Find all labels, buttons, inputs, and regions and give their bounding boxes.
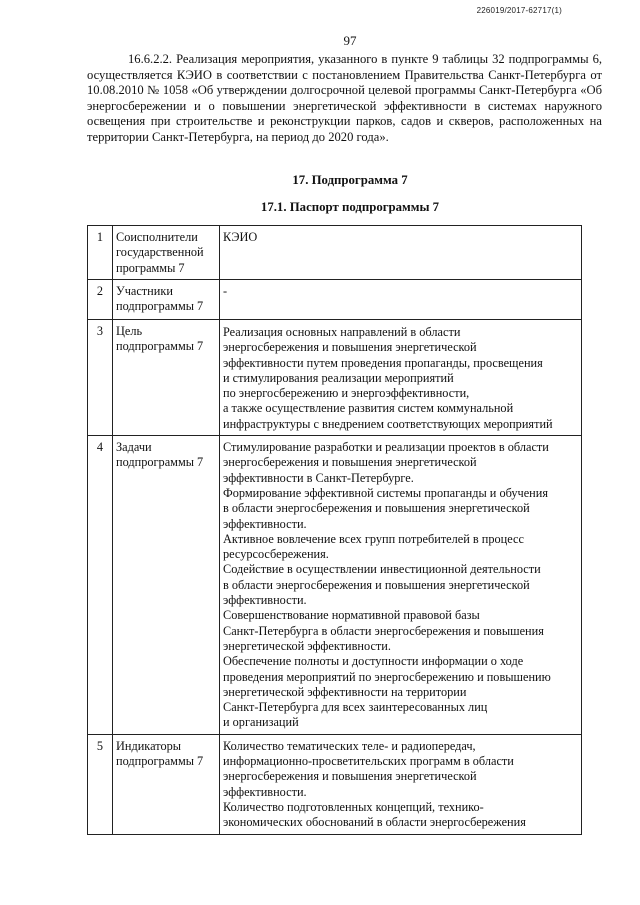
table-row bbox=[88, 226, 582, 280]
document-id: 226019/2017-62717(1) bbox=[476, 6, 562, 15]
row-name bbox=[113, 280, 220, 320]
value-line: эффективности. bbox=[223, 784, 307, 799]
value-line: экономических обоснований в области энергосбережения bbox=[223, 815, 526, 830]
value-line: а также осуществление развития систем коммунальной bbox=[223, 401, 514, 416]
value-line: Количество тематических теле- и радиопередач, bbox=[223, 738, 476, 753]
value-line: ресурсосбережения. bbox=[223, 547, 329, 562]
intro-line: программы Санкт-Петербурга «Об энергосбережении и о повышении энергетической bbox=[87, 83, 602, 113]
row-number: 4 bbox=[88, 436, 113, 735]
name-line: государственной bbox=[116, 245, 204, 260]
table-row bbox=[88, 436, 582, 735]
name-line: подпрограммы 7 bbox=[116, 299, 204, 314]
value-line: эффективности. bbox=[223, 516, 307, 531]
intro-line: парков, садов и скверов, расположенных на территории Санкт-Петербурга, на период bbox=[87, 114, 602, 144]
value-line: энергосбережения и повышения энергетической bbox=[223, 769, 477, 784]
value-line: Стимулирование разработки и реализации проектов в области bbox=[223, 440, 549, 455]
value-line: Совершенствование нормативной правовой базы bbox=[223, 608, 480, 623]
section-heading: 17. Подпрограмма 7 bbox=[292, 173, 408, 187]
table-row bbox=[88, 280, 582, 320]
row-value bbox=[220, 436, 582, 735]
row-number: 5 bbox=[88, 734, 113, 834]
name-line: подпрограммы 7 bbox=[116, 455, 204, 470]
name-line: подпрограммы 7 bbox=[116, 754, 204, 769]
value-line: информационно-просветительских программ в области bbox=[223, 754, 514, 769]
value-line: и стимулирования реализации мероприятий bbox=[223, 370, 454, 385]
value-line: энергетической эффективности на территории bbox=[223, 684, 467, 699]
value-line: Санкт-Петербурга для всех заинтересованных лиц bbox=[223, 700, 488, 715]
intro-paragraph bbox=[87, 52, 602, 146]
table-row bbox=[88, 734, 582, 834]
value-line: Реализация основных направлений в области bbox=[223, 325, 461, 339]
value-line: энергетической эффективности. bbox=[223, 638, 391, 653]
row-value bbox=[220, 320, 582, 436]
intro-line: эффективности в системах наружного освещения при строительстве и реконструкции bbox=[87, 98, 602, 129]
value-line: Обеспечение полноты и доступности информации о ходе bbox=[223, 654, 524, 669]
row-number: 1 bbox=[88, 226, 113, 280]
name-line: Цель bbox=[116, 324, 143, 338]
row-name bbox=[113, 436, 220, 735]
row-name bbox=[113, 734, 220, 834]
name-line: Задачи bbox=[116, 440, 152, 455]
passport-table bbox=[87, 225, 582, 835]
value-line: - bbox=[223, 284, 228, 298]
value-line: КЭИО bbox=[223, 230, 258, 244]
name-line: Участники bbox=[116, 284, 173, 298]
row-number: 3 bbox=[88, 320, 113, 436]
value-line: Количество подготовленных концепций, технико- bbox=[223, 799, 484, 814]
name-line: Соисполнители bbox=[116, 230, 198, 244]
name-line: Индикаторы bbox=[116, 738, 181, 753]
value-line: энергосбережения и повышения энергетической bbox=[223, 340, 477, 355]
row-number: 2 bbox=[88, 280, 113, 320]
intro-line: до 2020 года». bbox=[312, 129, 389, 144]
name-line: подпрограммы 7 bbox=[116, 339, 204, 354]
row-name bbox=[113, 226, 220, 280]
intro-line: Санкт-Петербурга от 10.08.2010 № 1058 «Об утверждении долгосрочной целевой bbox=[87, 67, 602, 98]
value-line: по энергосбережению и энергоэффективности, bbox=[223, 386, 470, 401]
value-line: эффективности. bbox=[223, 593, 307, 608]
value-line: Содействие в осуществлении инвестиционной деятельности bbox=[223, 562, 541, 577]
value-line: энергосбережения и повышения энергетической bbox=[223, 455, 477, 470]
passport-heading: 17.1. Паспорт подпрограммы 7 bbox=[260, 200, 440, 214]
value-line: инфраструктуры с внедрением соответствующих мероприятий bbox=[223, 416, 553, 431]
row-value bbox=[220, 280, 582, 320]
row-value bbox=[220, 226, 582, 280]
intro-line: 16.6.2.2. Реализация мероприятия, указанного в пункте 9 таблицы 32 подпрограммы bbox=[128, 52, 589, 66]
value-line: в области энергосбережения и повышения энергетической bbox=[223, 577, 530, 592]
value-line: Формирование эффективной системы пропаганды и обучения bbox=[223, 485, 549, 500]
value-line: проведения мероприятий по энергосбережению и повышению bbox=[223, 669, 551, 684]
value-line: и организаций bbox=[223, 715, 299, 730]
name-line: программы 7 bbox=[116, 260, 185, 275]
value-line: Активное вовлечение всех групп потребителей в процесс bbox=[223, 531, 524, 546]
value-line: эффективности в Санкт-Петербурге. bbox=[223, 470, 414, 485]
table-row bbox=[88, 320, 582, 436]
row-value bbox=[220, 734, 582, 834]
value-line: эффективности путем проведения пропаганды, просвещения bbox=[223, 355, 543, 370]
page-number: 97 bbox=[343, 33, 357, 48]
value-line: в области энергосбережения и повышения энергетической bbox=[223, 501, 530, 516]
intro-line: 6, осуществляется КЭИО в соответствии с постановлением Правительства bbox=[87, 52, 603, 82]
row-name bbox=[113, 320, 220, 436]
value-line: Санкт-Петербурга в области энергосбережения и повышения bbox=[223, 623, 544, 638]
